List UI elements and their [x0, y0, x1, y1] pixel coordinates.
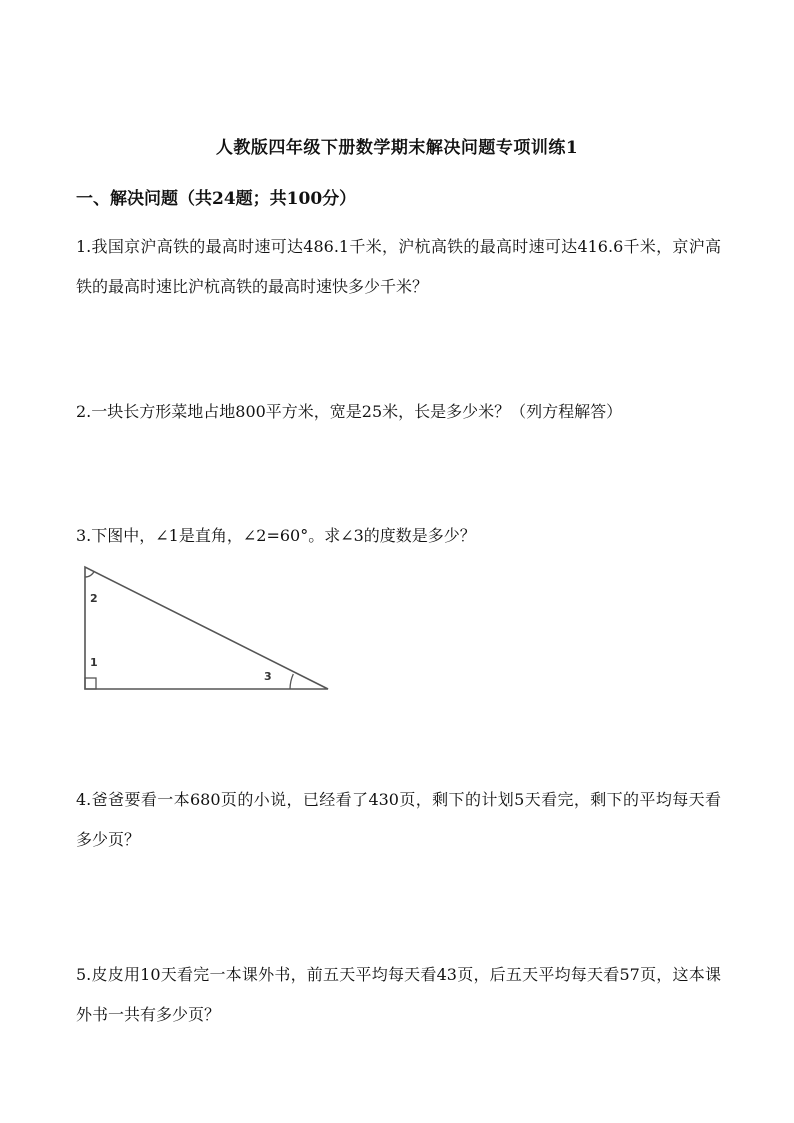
- section-heading: 一、解决问题（共24题；共100分）: [76, 189, 357, 209]
- angle-3-arc: [290, 674, 293, 689]
- question-4: 4.爸爸要看一本680页的小说，已经看了430页，剩下的计划5天看完，剩下的平均每天看多少页？: [76, 790, 721, 849]
- question-5: 5.皮皮用10天看完一本课外书，前五天平均每天看43页，后五天平均每天看57页，这本课外书一共有多少页？: [76, 965, 721, 1024]
- question-1: 1.我国京沪高铁的最高时速可达486.1千米，沪杭高铁的最高时速可达416.6千米，京沪高铁的最高时速比沪杭高铁的最高时速快多少千米？: [76, 237, 721, 296]
- angle-2-arc: [85, 571, 94, 577]
- right-triangle-figure: [80, 562, 336, 698]
- angle-label-3: 3: [264, 670, 272, 683]
- question-2: 2.一块长方形菜地占地800平方米，宽是25米，长是多少米？（列方程解答）: [76, 402, 623, 421]
- right-angle-marker: [85, 678, 96, 689]
- triangle-outline: [85, 567, 328, 689]
- question-3: 3.下图中，∠1是直角，∠2=60°。求∠3的度数是多少？: [76, 526, 476, 545]
- page-title: 人教版四年级下册数学期末解决问题专项训练1: [215, 138, 579, 158]
- angle-label-2: 2: [90, 592, 98, 605]
- angle-label-1: 1: [90, 656, 98, 669]
